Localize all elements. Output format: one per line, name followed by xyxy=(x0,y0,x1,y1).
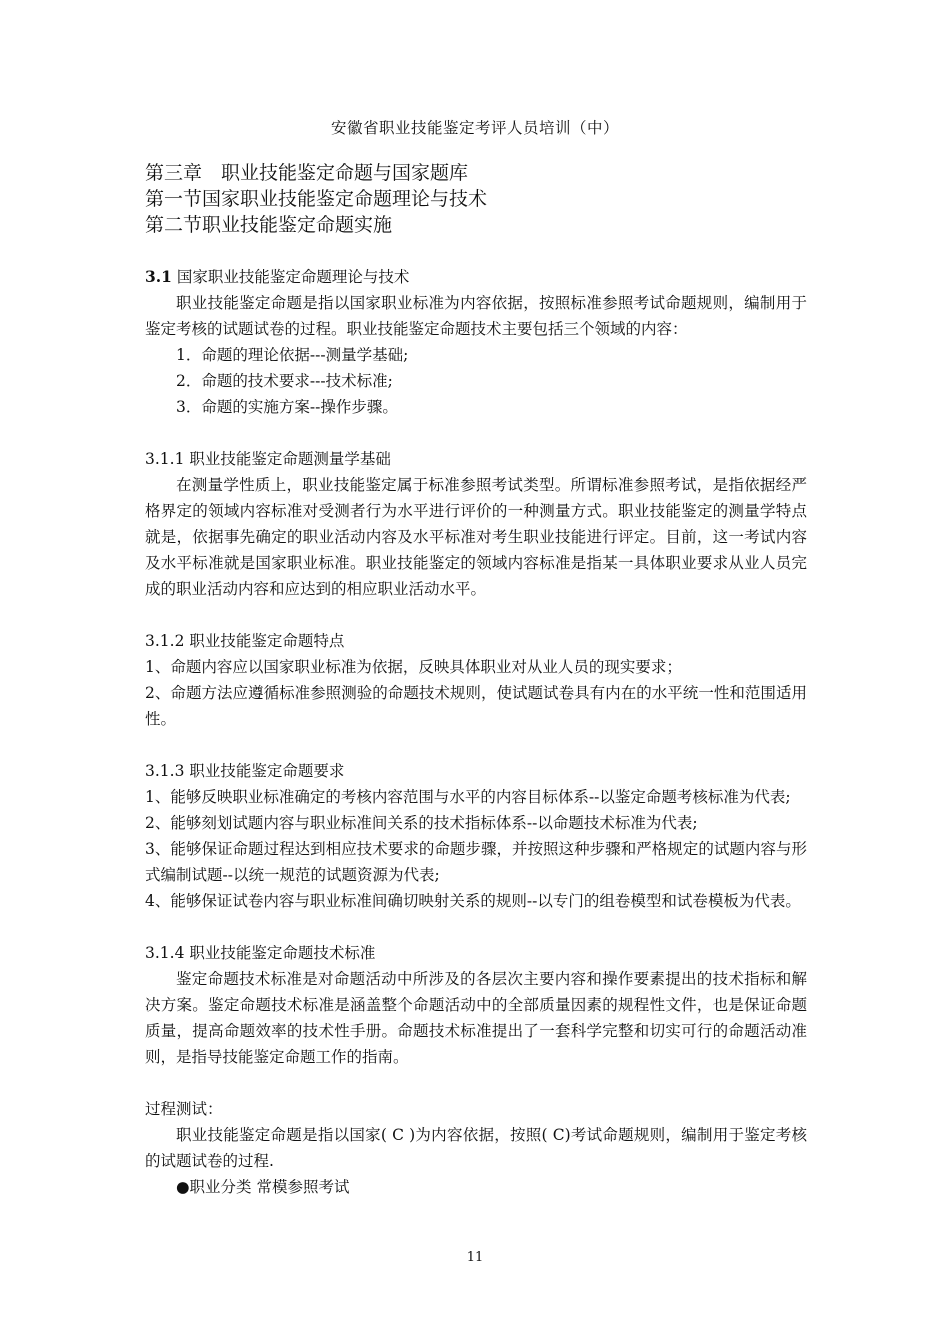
list-item: 1、命题内容应以国家职业标准为依据，反映具体职业对从业人员的现实要求； xyxy=(145,658,682,676)
paragraph-3-1-4: 鉴定命题技术标准是对命题活动中所涉及的各层次主要内容和操作要素提出的技术指标和解决方案。鉴定命题技术标准是涵盖整个命题活动中的全部质量因素的规程性文件，也是保证命题质量，提高命题效率的技术性手册。命题技术标准提出了一套科学完整和切实可行的命题活动准则，是指导技能鉴定命题工作的指南。 xyxy=(145,970,807,1066)
section-title-1: 第一节国家职业技能鉴定命题理论与技术 xyxy=(145,188,488,210)
section-title-2: 第二节职业技能鉴定命题实施 xyxy=(145,214,393,236)
list-item: 4、能够保证试卷内容与职业标准间确切映射关系的规则--以专门的组卷模型和试卷模板为代表。 xyxy=(145,892,801,910)
spacer xyxy=(145,420,807,446)
list-item: 2、能够刻划试题内容与职业标准间关系的技术指标体系--以命题技术标准为代表; xyxy=(145,814,698,832)
spacer xyxy=(145,1070,807,1096)
paragraph-3-1: 职业技能鉴定命题是指以国家职业标准为内容依据，按照标准参照考试命题规则，编制用于鉴定考核的试题试卷的过程。职业技能鉴定命题技术主要包括三个领域的内容： xyxy=(145,294,807,338)
quiz-heading: 过程测试： xyxy=(145,1100,223,1118)
page-number: 11 xyxy=(466,1250,484,1265)
list-item: 3．命题的实施方案--操作步骤。 xyxy=(176,398,398,416)
heading-3-1-4: 3.1.4 职业技能鉴定命题技术标准 xyxy=(145,944,376,962)
spacer xyxy=(145,602,807,628)
heading-3-1-text: 国家职业技能鉴定命题理论与技术 xyxy=(171,268,410,286)
list-item: 2、命题方法应遵循标准参照测验的命题技术规则，使试题试卷具有内在的水平统一性和范围适用性。 xyxy=(145,684,807,728)
heading-3-1-number: 3.1 xyxy=(145,267,172,286)
running-header: 安徽省职业技能鉴定考评人员培训（中） xyxy=(330,119,619,137)
heading-3-1-2: 3.1.2 职业技能鉴定命题特点 xyxy=(145,632,345,650)
document-body xyxy=(145,264,807,1200)
heading-3-1 xyxy=(145,264,807,290)
list-item: 1、能够反映职业标准确定的考核内容范围与水平的内容目标体系--以鉴定命题考核标准为代表; xyxy=(145,788,791,806)
paragraph-3-1-1: 在测量学性质上，职业技能鉴定属于标准参照考试类型。所谓标准参照考试，是指依据经严格界定的领域内容标准对受测者行为水平进行评价的一种测量方式。职业技能鉴定的测量学特点就是，依据事先确定的职业活动内容及水平标准对考生职业技能进行评定。目前，这一考试内容及水平标准就是国家职业标准。职业技能鉴定的领域内容标准是指某一具体职业要求从业人员完成的职业活动内容和应达到的相应职业活动水平。 xyxy=(145,476,807,598)
chapter-headings xyxy=(145,160,825,238)
quiz-answer: ●职业分类 常模参照考试 xyxy=(176,1178,350,1196)
list-item: 3、能够保证命题过程达到相应技术要求的命题步骤，并按照这种步骤和严格规定的试题内容与形式编制试题--以统一规范的试题资源为代表; xyxy=(145,840,807,884)
chapter-title: 第三章 职业技能鉴定命题与国家题库 xyxy=(145,162,469,184)
list-item: 1．命题的理论依据---测量学基础; xyxy=(176,346,409,364)
spacer xyxy=(145,732,807,758)
heading-3-1-1: 3.1.1 职业技能鉴定命题测量学基础 xyxy=(145,450,391,468)
list-item: 2．命题的技术要求---技术标准; xyxy=(176,372,393,390)
heading-3-1-3: 3.1.3 职业技能鉴定命题要求 xyxy=(145,762,345,780)
spacer xyxy=(145,914,807,940)
quiz-question: 职业技能鉴定命题是指以国家( C )为内容依据，按照( C)考试命题规则，编制用于鉴定考核的试题试卷的过程. xyxy=(145,1126,807,1170)
